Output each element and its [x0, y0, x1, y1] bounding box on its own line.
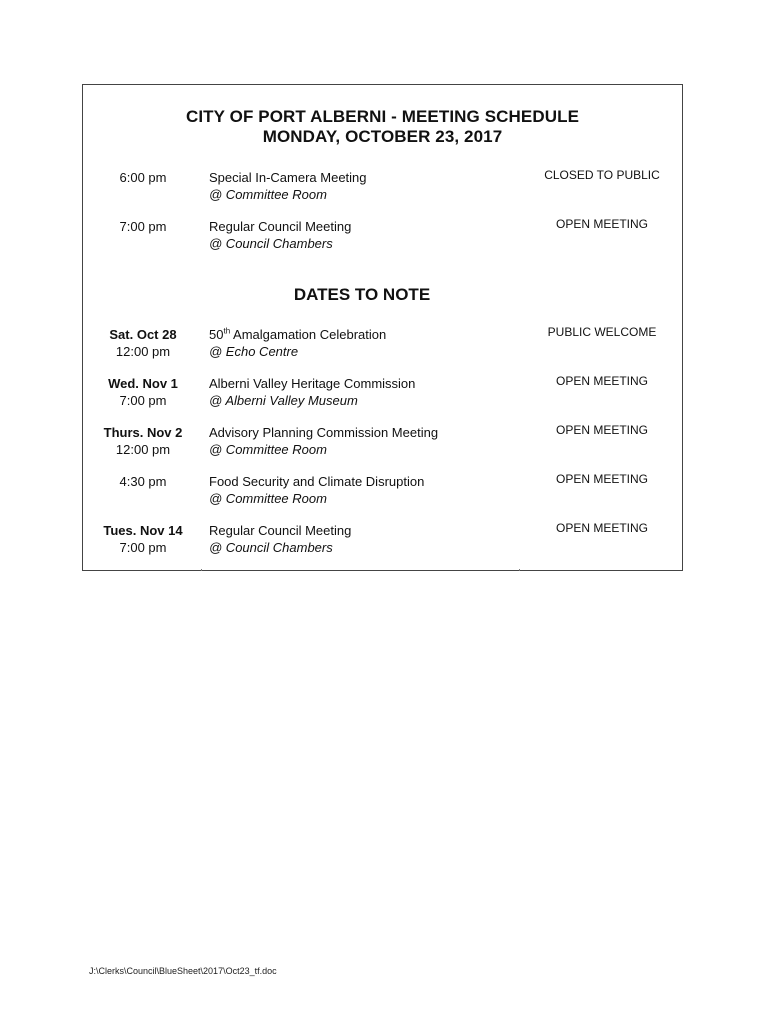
meeting-time-cell [83, 218, 203, 235]
event-location: @ Council Chambers [209, 540, 333, 555]
event-status: PUBLIC WELCOME [547, 325, 657, 339]
event-date: Thurs. Nov 2 [103, 425, 183, 440]
event-time: 4:30 pm [119, 474, 167, 489]
schedule-date: MONDAY, OCTOBER 23, 2017 [262, 127, 503, 146]
date-cell [83, 473, 203, 490]
event-location: @ Alberni Valley Museum [209, 393, 358, 408]
date-cell [83, 424, 203, 458]
event-location: @ Committee Room [209, 491, 327, 506]
event-name: Food Security and Climate Disruption [209, 474, 425, 489]
schedule-title: CITY OF PORT ALBERNI - MEETING SCHEDULE [185, 107, 580, 126]
date-row [83, 522, 682, 562]
event-details [209, 473, 529, 507]
meeting-time-cell [83, 169, 203, 186]
event-date: Sat. Oct 28 [109, 327, 177, 342]
date-row [83, 473, 682, 513]
meeting-location: @ Committee Room [209, 187, 327, 202]
date-row [83, 424, 682, 464]
event-date: Wed. Nov 1 [108, 376, 178, 391]
meeting-location: @ Council Chambers [209, 236, 333, 251]
event-time: 7:00 pm [119, 540, 167, 555]
event-time: 7:00 pm [119, 393, 167, 408]
event-details [209, 522, 529, 556]
event-status: OPEN MEETING [555, 374, 648, 388]
event-details [209, 424, 529, 458]
event-status: OPEN MEETING [555, 521, 648, 535]
event-name: Alberni Valley Heritage Commission [209, 376, 416, 391]
meeting-time: 6:00 pm [119, 170, 167, 185]
file-path-footer: J:\Clerks\Council\BlueSheet\2017\Oct23_tf.doc [89, 966, 277, 976]
meeting-name: Regular Council Meeting [209, 219, 352, 234]
event-location: @ Echo Centre [209, 344, 299, 359]
event-status: OPEN MEETING [555, 423, 648, 437]
event-status: OPEN MEETING [555, 472, 648, 486]
date-row [83, 326, 682, 366]
event-details [209, 375, 529, 409]
meeting-status: OPEN MEETING [555, 217, 648, 231]
event-location: @ Committee Room [209, 442, 327, 457]
event-name: Regular Council Meeting [209, 523, 352, 538]
column-divider-tick [201, 569, 202, 571]
event-name: Advisory Planning Commission Meeting [209, 425, 439, 440]
meeting-row [83, 218, 682, 258]
event-date: Tues. Nov 14 [103, 523, 183, 538]
event-time: 12:00 pm [115, 442, 171, 457]
meeting-row [83, 169, 682, 209]
date-row [83, 375, 682, 415]
meeting-details [209, 169, 529, 203]
meeting-time: 7:00 pm [119, 219, 167, 234]
column-divider-tick [519, 569, 520, 571]
event-time: 12:00 pm [115, 344, 171, 359]
dates-to-note-heading: DATES TO NOTE [293, 285, 431, 304]
meeting-schedule-box [82, 84, 683, 571]
event-name: 50th Amalgamation Celebration [209, 326, 387, 342]
date-cell [83, 375, 203, 409]
date-cell [83, 326, 203, 360]
date-cell [83, 522, 203, 556]
meeting-name: Special In-Camera Meeting [209, 170, 367, 185]
event-details [209, 326, 529, 360]
meeting-status: CLOSED TO PUBLIC [544, 168, 660, 182]
meeting-details [209, 218, 529, 252]
